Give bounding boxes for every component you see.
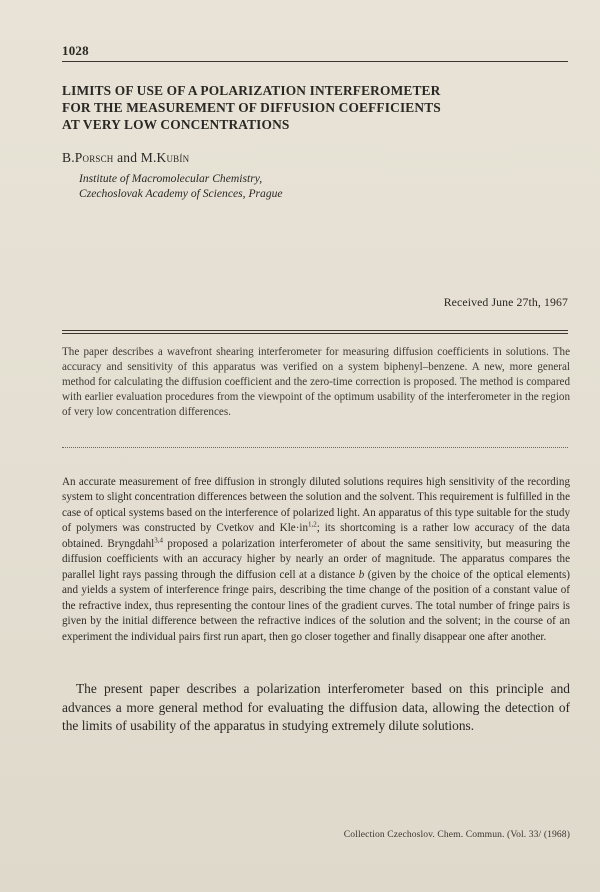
present-paper-paragraph: The present paper describes a polarization interferometer based on this principle and advances a more general method for evaluating the diffusion data, allowing the detection of the limits of usability of the apparatus in studying extremely dilute solutions. — [62, 681, 570, 733]
author-1-initial: B. — [62, 150, 75, 165]
page-number: 1028 — [62, 43, 89, 58]
abstract-bottom-rule — [62, 447, 568, 448]
intro-text-2: ; its shortcoming is a rather low accuracy of the data obtained. Bryngdahl — [62, 522, 570, 550]
title-line-1: LIMITS OF USE OF A POLARIZATION INTERFEROMETER — [62, 83, 441, 98]
affiliation-line-1: Institute of Macromolecular Chemistry, — [79, 172, 263, 185]
journal-footer: Collection Czechoslov. Chem. Commun. (Vol. 33/ (1968) — [343, 829, 570, 840]
author-2-initial: M. — [140, 150, 157, 165]
received-date: Received June 27th, 1967 — [443, 295, 568, 309]
abstract-top-rule — [62, 330, 568, 331]
abstract: The paper describes a wavefront shearing interferometer for measuring diffusion coefficients in solutions. The accuracy and sensitivity of this apparatus was verified on a system biphenyl–benzene. A new, more general method for calculating the diffusion coefficient and the zero-time correction is proposed. The method is compared with earlier evaluation procedures from the viewpoint of the optimum usability of the interferometer in the region of very low concentration differences. — [62, 346, 570, 419]
affiliation-line-2: Czechoslovak Academy of Sciences, Prague — [79, 187, 283, 200]
author-1-surname: Porsch — [74, 150, 114, 165]
article-title — [62, 82, 568, 133]
title-line-2: FOR THE MEASUREMENT OF DIFFUSION COEFFICIENTS — [62, 100, 441, 115]
affiliation — [79, 171, 283, 201]
intro-text-3: proposed a polarization interferometer of about the same sensitivity, but measuring the diffusion coefficients with an accuracy higher by nearly an order of magnitude. The apparatus compares the parallel light rays passing through the diffusion cell at a distance — [62, 537, 570, 581]
author-2-surname: Kubín — [156, 150, 190, 165]
title-line-3: AT VERY LOW CONCENTRATIONS — [62, 117, 290, 132]
header-rule — [62, 61, 568, 62]
abstract-top-rule-2 — [62, 333, 568, 334]
intro-text-1: An accurate measurement of free diffusion in strongly diluted solutions requires high sensitivity of the recording system to slight concentration differences between the solution and the solvent. This requirement is fulfilled in the case of optical systems based on the interference of polarized light. An apparatus of this type suitable for the study of polymers was constructed by Cvetkov and Kle·in — [62, 476, 570, 535]
reference-1-2: 1,2 — [308, 520, 317, 529]
reference-3-4: 3,4 — [154, 536, 163, 545]
intro-paragraph — [62, 475, 570, 645]
author-line — [62, 150, 189, 166]
variable-b: b — [358, 568, 365, 581]
intro-text-4: (given by the choice of the optical elements) and yields a system of interference fringe pairs, describing the time change of the position of a constant value of the refractive index, thus representing the contour lines of the gradient curves. The total number of fringe pairs is given by the initial difference between the refractive indices of the solution and the solvent; in the course of an experiment the individual pairs first run apart, then go closer together and finally disappear one after another. — [62, 568, 570, 643]
author-conjunction: and — [113, 150, 141, 165]
